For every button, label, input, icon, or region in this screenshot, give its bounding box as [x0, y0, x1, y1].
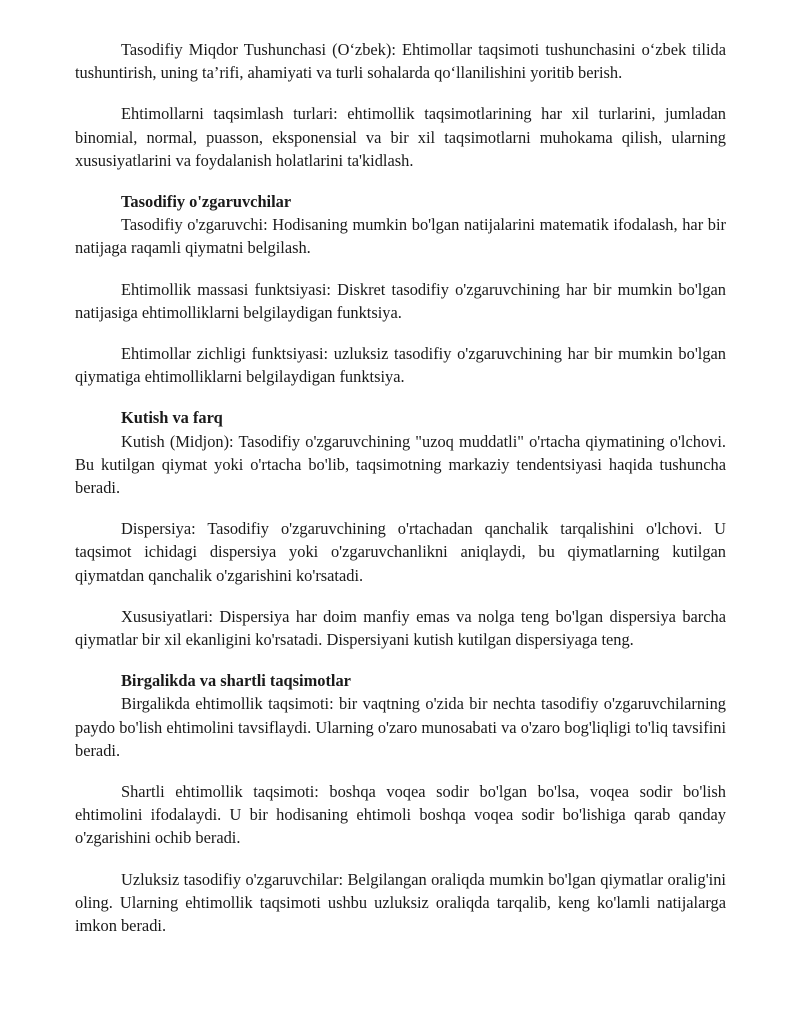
- section-random-variables: [75, 190, 726, 388]
- paragraph-pmf: Ehtimollik massasi funktsiyasi: Diskret tasodifiy o'zgaruvchining har bir mumkin bo'lgan natijasiga ehtimolliklarni belgilaydigan funktsiya.: [75, 279, 726, 322]
- paragraph-expectation: Kutish (Midjon): Tasodifiy o'zgaruvchining "uzoq muddatli" o'rtacha qiymatining o'lchovi. Bu kutilgan qiymat yoki o'rtacha bo'lib, taqsimotning markaziy tendentsiyasi haqida tushuncha beradi.: [75, 431, 726, 498]
- paragraph-pdf: Ehtimollar zichligi funktsiyasi: uzluksiz tasodifiy o'zgaruvchining har bir mumkin bo'lgan qiymatiga ehtimolliklarni belgilaydigan funktsiya.: [75, 344, 726, 387]
- paragraph-continuous-variables: Uzluksiz tasodifiy o'zgaruvchilar: Belgilangan oraliqda mumkin bo'lgan qiymatlar oralig'ini oling. Ularning ehtimollik taqsimoti ushbu uzluksiz oraliqda tarqalib, keng ko'lamli natijalarga imkon beradi.: [75, 869, 726, 936]
- section-expectation-variance: [75, 406, 726, 651]
- section-heading-joint-conditional: Birgalikda va shartli taqsimotlar: [121, 671, 351, 691]
- paragraph-random-variable: Tasodifiy o'zgaruvchi: Hodisaning mumkin bo'lgan natijalarini matematik ifodalash, har bir natijaga raqamli qiymatni belgilash.: [75, 215, 726, 258]
- intro-paragraph-concept: Tasodifiy Miqdor Tushunchasi (O‘zbek): Ehtimollar taqsimoti tushunchasini o‘zbek tilida tushuntirish, uning ta’rifi, ahamiyati va turli sohalarda qo‘llanilishini yoritib berish.: [75, 40, 726, 83]
- paragraph-variance: Dispersiya: Tasodifiy o'zgaruvchining o'rtachadan qanchalik tarqalishini o'lchovi. U taqsimot ichidagi dispersiya yoki o'zgaruvchanlikni aniqlaydi, bu qiymatlarning kutilgan qiymatdan qanchalik o'zgarishini ko'rsatadi.: [75, 519, 726, 585]
- section-joint-conditional: [75, 669, 726, 937]
- section-heading-expectation-variance: Kutish va farq: [121, 408, 223, 428]
- intro-paragraph-distribution-types: Ehtimollarni taqsimlash turlari: ehtimollik taqsimotlarining har xil turlarini, jumladan binomial, normal, puasson, eksponensial va bir xil taqsimotlarni muhokama qilish, ularning xususiyatlarini va foydalanish holatlarini ta'kidlash.: [75, 104, 726, 170]
- paragraph-properties: Xususiyatlari: Dispersiya har doim manfiy emas va nolga teng bo'lgan dispersiya barcha qiymatlar bir xil ekanligini ko'rsatadi. Dispersiyani kutish kutilgan dispersiyaga teng.: [75, 606, 726, 650]
- section-heading-random-variables: Tasodifiy o'zgaruvchilar: [121, 192, 292, 212]
- paragraph-joint-distribution: Birgalikda ehtimollik taqsimoti: bir vaqtning o'zida bir nechta tasodifiy o'zgaruvchilarning paydo bo'lish ehtimolini tavsiflaydi. Ularning o'zaro munosabati va o'zaro bog'liqligi to'liq tavsifini beradi.: [75, 694, 726, 760]
- document-page: [75, 38, 726, 955]
- paragraph-conditional-distribution: Shartli ehtimollik taqsimoti: boshqa voqea sodir bo'lgan bo'lsa, voqea sodir bo'lish ehtimolini ifodalaydi. U bir hodisaning ehtimoli boshqa voqea sodir bo'lishiga qarab qanday o'zgarishini ochib beradi.: [75, 782, 726, 848]
